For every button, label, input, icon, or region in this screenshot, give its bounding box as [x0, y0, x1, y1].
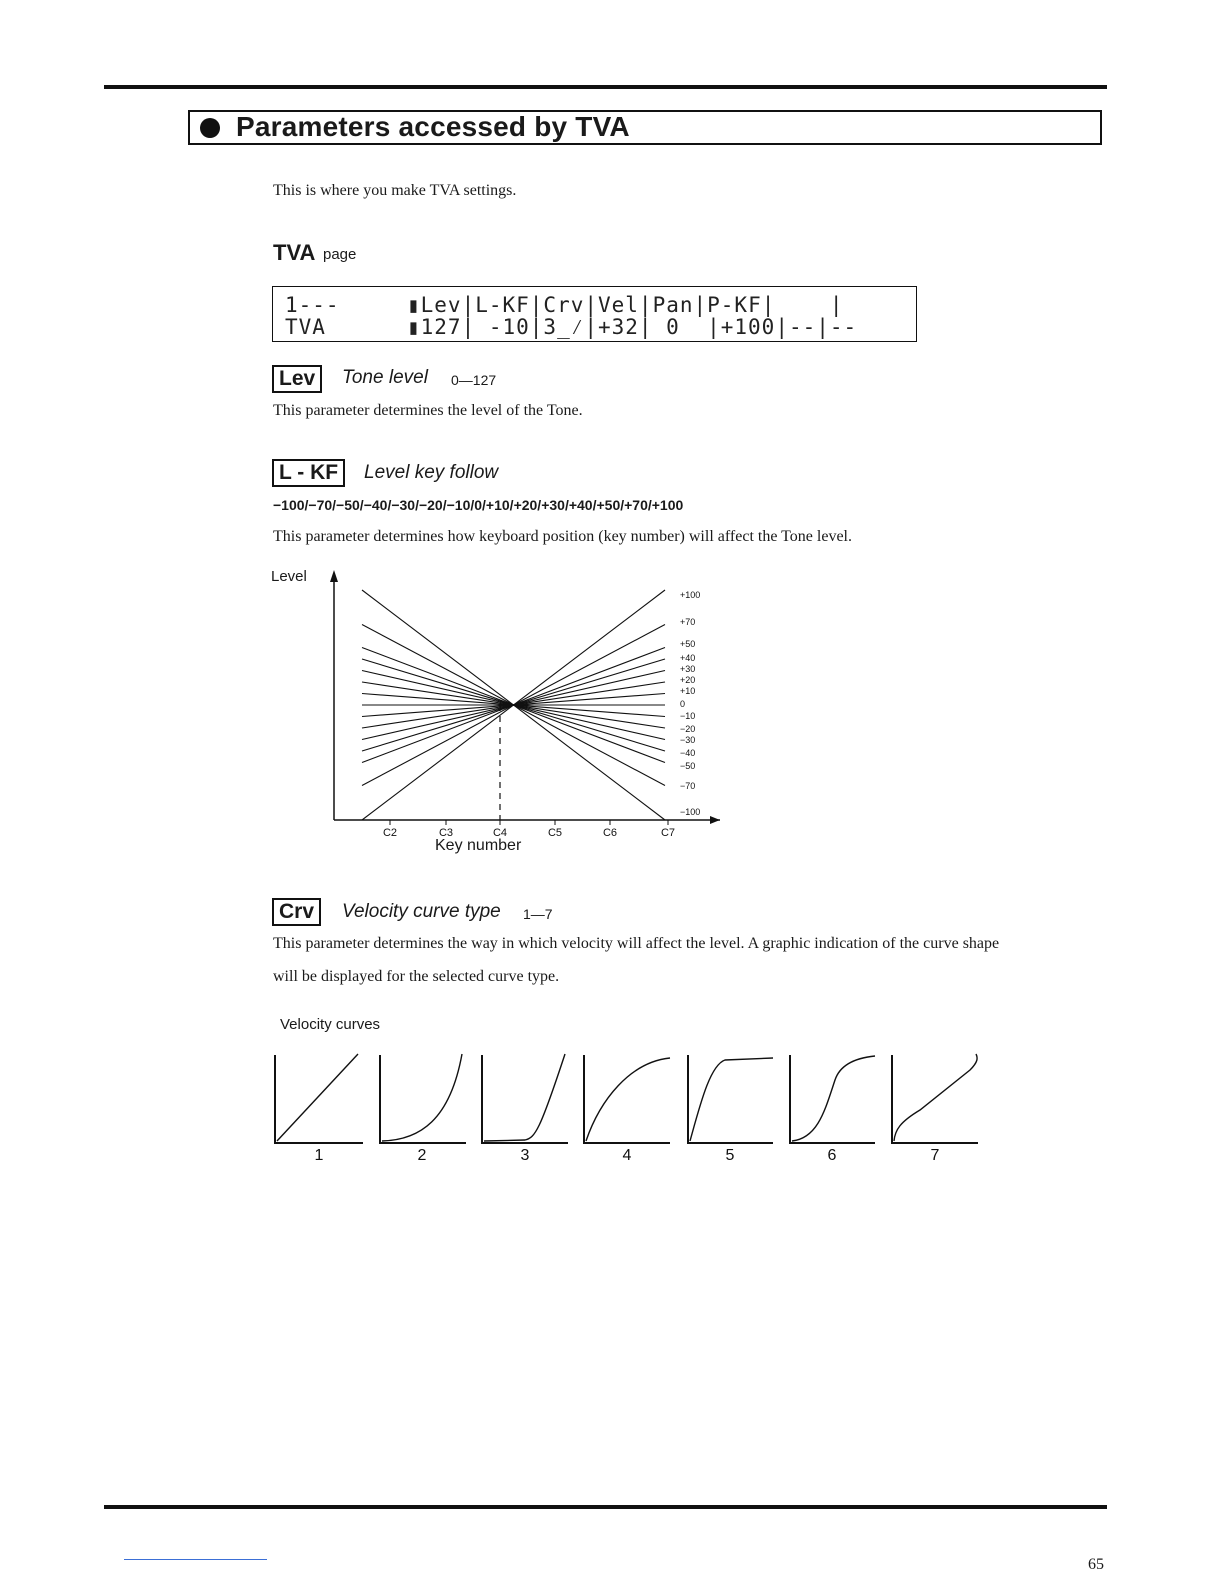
lcd-line2-right: ▮127| -10|3_⁄|+32| 0 |+100|--|-- [407, 315, 858, 339]
tva-page-label: TVA [273, 240, 316, 265]
line-value-label: 0 [680, 699, 686, 709]
velocity-curves-diagram [270, 1050, 990, 1165]
x-tick-label: C7 [660, 827, 676, 839]
intro-text: This is where you make TVA settings. [273, 182, 517, 199]
lkf-range-list: −100/−70/−50/−40/−30/−20/−10/0/+10/+20/+30/+40/+50/+70/+100 [273, 497, 684, 513]
line-value-label: +70 [680, 617, 696, 627]
lcd-line2-left: TVA [285, 315, 326, 339]
line-value-label: −20 [680, 724, 696, 734]
footer-link-line [124, 1559, 267, 1560]
lev-param-title: Tone level [342, 367, 428, 388]
crv-description-2: will be displayed for the selected curve type. [273, 968, 560, 985]
lcd-line1-right: ▮Lev|L-KF|Crv|Vel|Pan|P-KF| | [407, 293, 844, 317]
crv-param-range: 1—7 [523, 906, 553, 922]
x-tick-label: C4 [492, 827, 508, 839]
crv-param-box: Crv [272, 898, 321, 926]
velocity-curve-7 [892, 1054, 978, 1143]
chart-x-label: Key number [435, 837, 522, 854]
line-value-label: +100 [680, 590, 701, 600]
curve-number-5: 5 [725, 1147, 735, 1164]
line-value-label: −40 [680, 748, 696, 758]
velocity-curve-2 [380, 1054, 466, 1143]
lcd-display [272, 286, 917, 342]
lkf-description: This parameter determines how keyboard position (key number) will affect the Tone level. [273, 528, 852, 545]
line-value-label: −100 [680, 807, 701, 817]
velocity-curve-6 [790, 1055, 875, 1143]
line-value-label: −30 [680, 735, 696, 745]
bottom-rule [104, 1505, 1107, 1509]
x-axis-arrow [710, 816, 720, 824]
x-tick-label: C3 [438, 827, 454, 839]
line-value-label: +20 [680, 675, 696, 685]
line-value-label: +40 [680, 653, 696, 663]
crv-description-1: This parameter determines the way in which velocity will affect the level. A graphic indication of the curve shape [273, 935, 1000, 952]
curve-number-4: 4 [622, 1147, 632, 1164]
page-number: 65 [1088, 1556, 1104, 1573]
curve-number-7: 7 [930, 1147, 940, 1164]
key-follow-chart [320, 565, 740, 865]
lcd-line1-left: 1--- [285, 293, 340, 317]
line-value-label: +50 [680, 639, 696, 649]
velocity-curve-5 [688, 1055, 773, 1143]
velocity-curve-1 [275, 1054, 363, 1143]
line-value-label: −70 [680, 781, 696, 791]
line-value-label: −10 [680, 711, 696, 721]
curve-number-6: 6 [827, 1147, 837, 1164]
curve-number-1: 1 [314, 1147, 324, 1164]
x-tick-label: C2 [382, 827, 398, 839]
lev-description: This parameter determines the level of the Tone. [273, 402, 583, 419]
tva-page-sublabel: page [323, 246, 357, 263]
velocity-curves-label: Velocity curves [280, 1016, 381, 1033]
y-axis-arrow [330, 570, 338, 582]
line-value-label: −50 [680, 761, 696, 771]
velocity-curve-4 [584, 1055, 670, 1143]
velocity-curve-3 [482, 1054, 568, 1143]
x-tick-label: C6 [602, 827, 618, 839]
bullet-icon [200, 118, 220, 138]
lev-param-range: 0—127 [451, 372, 497, 388]
lkf-param-box: L - KF [272, 459, 345, 487]
crv-param-title: Velocity curve type [342, 901, 501, 922]
line-value-label: +10 [680, 686, 696, 696]
top-rule [104, 85, 1107, 89]
line-value-label: +30 [680, 664, 696, 674]
chart-y-label: Level [271, 568, 307, 585]
x-tick-label: C5 [547, 827, 563, 839]
curve-number-2: 2 [417, 1147, 427, 1164]
section-title: Parameters accessed by TVA [236, 111, 630, 142]
curve-number-3: 3 [520, 1147, 530, 1164]
lkf-param-title: Level key follow [364, 462, 499, 483]
lev-param-box: Lev [272, 365, 322, 393]
